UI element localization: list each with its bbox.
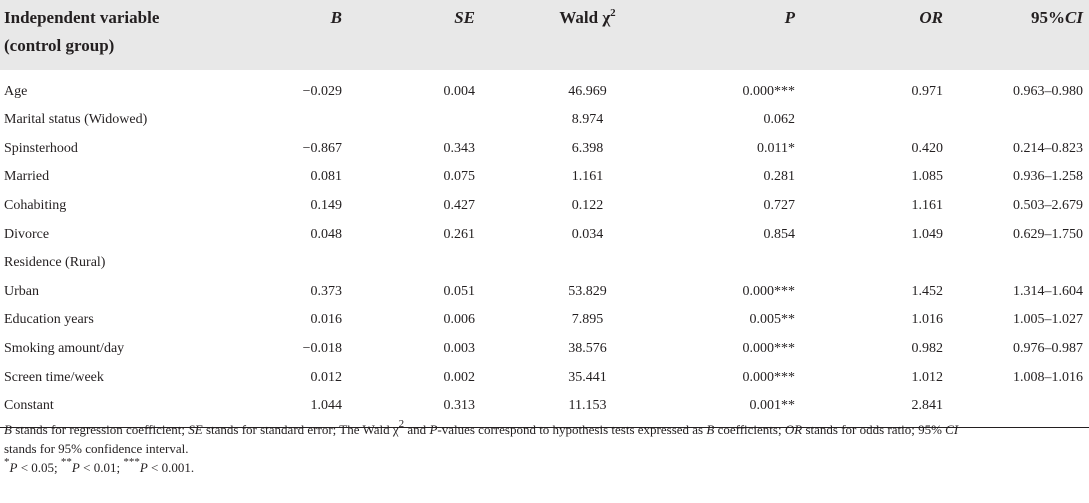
cell-label: Cohabiting <box>4 198 67 214</box>
header-variable-line2: (control group) <box>4 36 115 55</box>
cell-or: 1.049 <box>911 226 943 242</box>
table-row <box>0 249 1089 278</box>
cell-b <box>250 249 350 278</box>
cell-wald: 46.969 <box>568 84 607 99</box>
note-ci: CI <box>945 422 959 437</box>
cell-ci: 0.629–1.750 <box>1013 226 1083 242</box>
cell-p: 0.727 <box>763 198 795 214</box>
cell-se: 0.261 <box>443 226 475 242</box>
header-wald-sup: 2 <box>610 7 616 19</box>
note-p: P <box>429 422 438 437</box>
cell-ci: 0.976–0.987 <box>1013 341 1083 357</box>
table-row <box>0 106 1089 135</box>
cell-b: 0.048 <box>310 226 342 242</box>
cell-wald: 35.441 <box>568 369 607 385</box>
note-line2: stands for 95% confidence interval. <box>4 441 189 456</box>
cell-or: 2.841 <box>911 398 943 414</box>
cell-ci <box>965 106 1089 135</box>
cell-or: 1.161 <box>911 198 943 214</box>
cell-b: 0.016 <box>310 312 342 328</box>
cell-ci: 0.503–2.679 <box>1013 198 1083 214</box>
sig-val-1: < 0.05; <box>17 460 61 475</box>
sig-val-2: < 0.01; <box>79 460 124 475</box>
cell-p <box>670 249 835 278</box>
cell-wald: 1.161 <box>571 169 604 185</box>
cell-b: −0.018 <box>302 341 342 357</box>
cell-p: 0.281 <box>763 169 795 185</box>
table-row <box>0 163 1089 192</box>
header-ci <box>965 0 1089 70</box>
cell-or <box>835 106 965 135</box>
cell-se <box>350 249 505 278</box>
header-wald <box>505 0 670 70</box>
note-text-4: -values correspond to hypothesis tests expressed as <box>437 422 707 437</box>
footnote-abbreviations <box>4 420 1084 458</box>
cell-label: Age <box>4 84 28 99</box>
header-or: OR <box>835 0 965 70</box>
sig-val-3: < 0.001. <box>147 460 195 475</box>
cell-or: 0.420 <box>911 140 943 156</box>
note-text-6: stands for odds ratio; 95% <box>802 422 946 437</box>
sig-star-3: *** <box>123 456 140 468</box>
cell-p: 0.000*** <box>742 283 795 299</box>
cell-wald: 0.034 <box>571 226 604 242</box>
cell-or: 1.452 <box>911 283 943 299</box>
cell-se: 0.006 <box>443 312 475 328</box>
cell-ci: 1.008–1.016 <box>1013 369 1083 385</box>
cell-or: 0.971 <box>911 84 943 99</box>
cell-se: 0.427 <box>443 198 475 214</box>
cell-label: Marital status (Widowed) <box>4 112 148 128</box>
table-row <box>0 335 1089 364</box>
cell-ci: 1.005–1.027 <box>1013 312 1083 328</box>
table-row <box>0 363 1089 392</box>
cell-p: 0.000*** <box>742 84 795 99</box>
cell-wald: 7.895 <box>571 312 604 328</box>
cell-p: 0.000*** <box>742 341 795 357</box>
table-row <box>0 306 1089 335</box>
header-wald-text: Wald χ <box>559 8 611 27</box>
sig-p-2: P <box>71 460 80 475</box>
header-se: SE <box>350 0 505 70</box>
sig-p-3: P <box>139 460 148 475</box>
cell-wald: 11.153 <box>568 398 607 414</box>
footnote-significance <box>4 458 1084 477</box>
cell-ci: 0.936–1.258 <box>1013 169 1083 185</box>
cell-b: −0.029 <box>302 84 342 99</box>
note-sup: 2 <box>398 418 405 430</box>
cell-wald: 0.122 <box>571 198 604 214</box>
header-row <box>0 0 1089 70</box>
table-footnotes <box>4 420 1084 477</box>
note-text-3: and <box>404 422 430 437</box>
cell-label: Urban <box>4 283 39 299</box>
cell-se: 0.051 <box>443 283 475 299</box>
sig-p-1: P <box>9 460 18 475</box>
header-independent-variable <box>0 0 250 70</box>
note-text-2: stands for standard error; The Wald χ <box>202 422 399 437</box>
cell-ci: 1.314–1.604 <box>1013 283 1083 299</box>
table-row <box>0 135 1089 164</box>
cell-b: 0.373 <box>310 283 342 299</box>
cell-b: 0.149 <box>310 198 342 214</box>
note-text-1: stands for regression coefficient; <box>11 422 189 437</box>
cell-se: 0.004 <box>443 84 475 99</box>
cell-p: 0.001** <box>749 398 795 414</box>
cell-ci: 0.214–0.823 <box>1013 140 1083 156</box>
cell-label: Married <box>4 169 50 185</box>
header-b: B <box>250 0 350 70</box>
header-p: P <box>670 0 835 70</box>
cell-label: Screen time/week <box>4 369 104 385</box>
cell-b: 0.081 <box>310 169 342 185</box>
cell-b: 0.012 <box>310 369 342 385</box>
header-ci-prefix: 95% <box>1031 8 1066 27</box>
cell-p: 0.854 <box>763 226 795 242</box>
cell-label: Constant <box>4 398 54 414</box>
cell-b: −0.867 <box>302 140 342 156</box>
cell-p: 0.011* <box>757 140 795 156</box>
note-b: B <box>4 422 12 437</box>
note-b2: B <box>706 422 715 437</box>
table-body <box>0 70 1089 427</box>
cell-ci <box>965 249 1089 278</box>
table-row <box>0 70 1089 106</box>
cell-b <box>250 106 350 135</box>
cell-wald: 6.398 <box>571 140 604 156</box>
cell-or: 1.085 <box>911 169 943 185</box>
cell-se: 0.075 <box>443 169 475 185</box>
cell-or: 1.012 <box>911 369 943 385</box>
cell-wald <box>505 249 670 278</box>
cell-b: 1.044 <box>310 398 342 414</box>
cell-p: 0.000*** <box>742 369 795 385</box>
sig-star-1: * <box>4 456 10 468</box>
table-row <box>0 278 1089 307</box>
header-ci-italic: CI <box>1065 8 1083 27</box>
cell-wald: 38.576 <box>568 341 607 357</box>
cell-label: Education years <box>4 312 94 328</box>
cell-se: 0.313 <box>443 398 475 414</box>
cell-p: 0.062 <box>763 112 795 128</box>
table-row <box>0 192 1089 221</box>
cell-label: Residence (Rural) <box>4 255 106 271</box>
cell-se: 0.003 <box>443 341 475 357</box>
sig-star-2: ** <box>60 456 72 468</box>
cell-se: 0.002 <box>443 369 475 385</box>
note-se: SE <box>188 422 203 437</box>
cell-se <box>350 106 505 135</box>
cell-label: Smoking amount/day <box>4 341 125 357</box>
cell-ci: 0.963–0.980 <box>1013 84 1083 99</box>
cell-wald: 53.829 <box>568 283 607 299</box>
cell-or <box>835 249 965 278</box>
header-variable-line1: Independent variable <box>4 8 160 27</box>
cell-or: 1.016 <box>911 312 943 328</box>
cell-or: 0.982 <box>911 341 943 357</box>
note-text-5: coefficients; <box>714 422 785 437</box>
table-row <box>0 220 1089 249</box>
cell-p: 0.005** <box>749 312 795 328</box>
cell-wald: 8.974 <box>571 112 604 128</box>
cell-label: Divorce <box>4 226 50 242</box>
note-or: OR <box>784 422 803 437</box>
cell-label: Spinsterhood <box>4 140 78 156</box>
cell-se: 0.343 <box>443 140 475 156</box>
